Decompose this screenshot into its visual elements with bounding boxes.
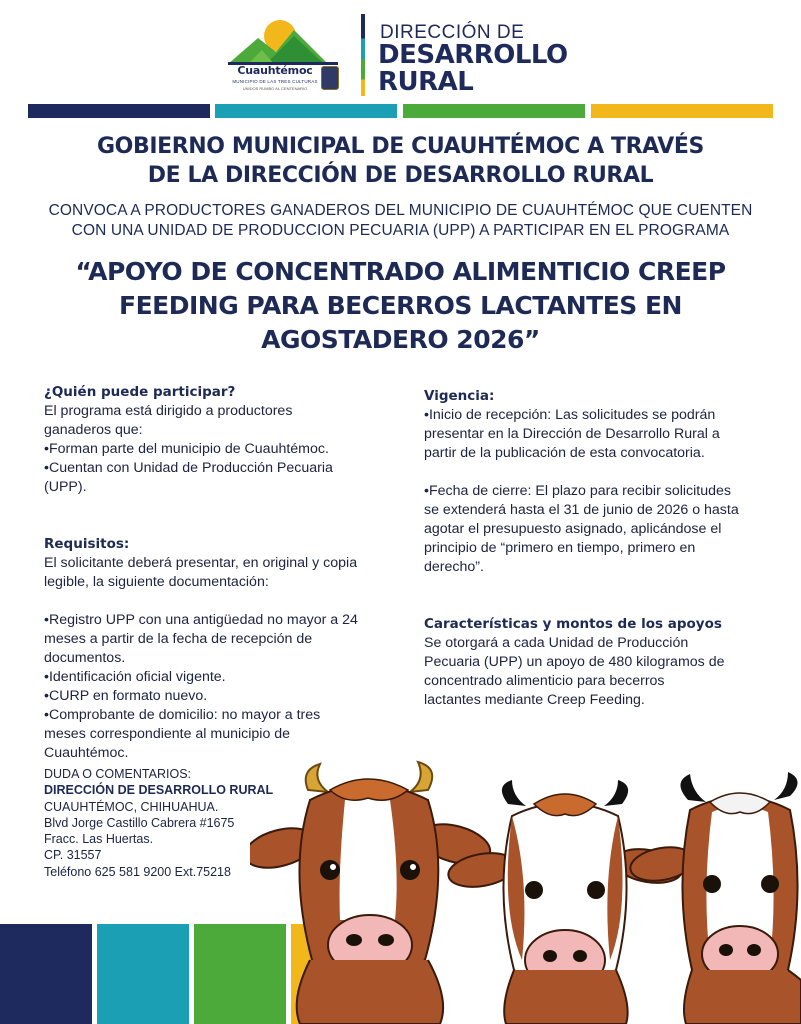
who-line: ganaderos que: <box>44 422 143 438</box>
calf-left-icon <box>250 762 494 1024</box>
contact-postal-code: CP. 31557 <box>44 848 102 863</box>
requirements-line: legible, la siguiente documentación: <box>44 574 269 590</box>
color-bar-navy <box>28 104 210 118</box>
requirements-bullet: •CURP en formato nuevo. <box>44 688 208 704</box>
validity-line: principio de “primero en tiempo, primero en <box>424 540 696 556</box>
contact-department: DIRECCIÓN DE DESARROLLO RURAL <box>44 783 274 798</box>
program-title-line1: “APOYO DE CONCENTRADO ALIMENTICIO CREEP <box>75 257 726 286</box>
main-title-line1: GOBIERNO MUNICIPAL DE CUAUHTÉMOC A TRAVÉS <box>97 134 704 159</box>
validity-line: partir de la publicación de esta convocatoria. <box>424 445 705 461</box>
color-square-teal <box>97 924 189 1024</box>
requirements-bullet: •Registro UPP con una antigüedad no mayor a 24 <box>44 612 358 628</box>
features-line: Se otorgará a cada Unidad de Producción <box>424 635 689 651</box>
contact-city: CUAUHTÉMOC, CHIHUAHUA. <box>44 799 219 814</box>
who-bullet: •Cuentan con Unidad de Producción Pecuaria <box>44 460 333 476</box>
color-bar-teal <box>215 104 397 118</box>
department-label: DIRECCIÓN DE <box>380 22 525 43</box>
validity-bullet: •Inicio de recepción: Las solicitudes se podrán <box>424 407 716 423</box>
contact-address: Blvd Jorge Castillo Cabrera #1675 <box>44 815 235 830</box>
department-name-line2: RURAL <box>378 67 474 97</box>
features-line: lactantes mediante Creep Feeding. <box>424 692 645 708</box>
seal-icon <box>321 66 339 90</box>
validity-line: derecho”. <box>424 559 484 575</box>
program-title-line3: AGOSTADERO 2026” <box>261 325 540 354</box>
subtitle-line1: CONVOCA A PRODUCTORES GANADEROS DEL MUNICIPIO DE CUAUHTÉMOC QUE CUENTEN <box>48 202 753 219</box>
contact-label: DUDA O COMENTARIOS: <box>44 767 192 781</box>
features-line: concentrado alimenticio para becerros <box>424 673 665 689</box>
calf-right-icon <box>628 772 801 1024</box>
who-line: El programa está dirigido a productores <box>44 403 293 419</box>
left-column <box>44 383 384 763</box>
logo-tagline: MUNICIPIO DE LAS TRES CULTURAS <box>232 79 318 84</box>
mountain-sun-icon <box>228 14 348 70</box>
logo-name: Cuauhtémoc <box>237 64 313 77</box>
validity-line: agotar el presupuesto asignado, aplicándose el <box>424 521 722 537</box>
requirements-line: meses correspondiente al municipio de <box>44 726 291 742</box>
requirements-line: El solicitante deberá presentar, en original y copia <box>44 555 358 571</box>
right-column <box>424 387 764 710</box>
requirements-heading: Requisitos: <box>44 536 130 552</box>
requirements-line: meses a partir de la fecha de recepción de <box>44 631 313 647</box>
color-bar-yellow <box>591 104 773 118</box>
who-line: (UPP). <box>44 479 87 495</box>
contact-phone: Teléfono 625 581 9200 Ext.75218 <box>44 864 231 879</box>
calves-illustration <box>250 760 801 1024</box>
features-heading: Características y montos de los apoyos <box>424 616 722 632</box>
header-divider <box>361 14 365 96</box>
municipal-logo <box>228 14 348 100</box>
requirements-line: documentos. <box>44 650 126 666</box>
main-title-line2: DE LA DIRECCIÓN DE DESARROLLO RURAL <box>147 163 654 188</box>
logo-motto: UNIDOS RUMBO AL CENTENARIO <box>242 86 308 91</box>
who-bullet: •Forman parte del municipio de Cuauhtémoc. <box>44 441 329 457</box>
calf-middle-icon <box>446 780 685 1024</box>
subtitle-line2: CON UNA UNIDAD DE PRODUCCION PECUARIA (UPP) A PARTICIPAR EN EL PROGRAMA <box>71 222 730 239</box>
contact-block <box>44 766 273 880</box>
requirements-bullet: •Comprobante de domicilio: no mayor a tres <box>44 707 321 723</box>
who-heading: ¿Quién puede participar? <box>44 384 236 400</box>
color-bar-green <box>403 104 585 118</box>
color-square-navy <box>0 924 92 1024</box>
department-name-line1: DESARROLLO <box>378 40 568 70</box>
features-line: Pecuaria (UPP) un apoyo de 480 kilogramos de <box>424 654 725 670</box>
requirements-bullet: •Identificación oficial vigente. <box>44 669 226 685</box>
program-title-line2: FEEDING PARA BECERROS LACTANTES EN <box>119 291 682 320</box>
validity-heading: Vigencia: <box>424 388 495 404</box>
requirements-line: Cuauhtémoc. <box>44 745 129 761</box>
validity-bullet: •Fecha de cierre: El plazo para recibir solicitudes <box>424 483 731 499</box>
contact-neighborhood: Fracc. Las Huertas. <box>44 832 154 847</box>
validity-line: se extenderá hasta el 31 de junio de 2026 o hasta <box>424 502 739 518</box>
validity-line: presentar en la Dirección de Desarrollo Rural a <box>424 426 720 442</box>
